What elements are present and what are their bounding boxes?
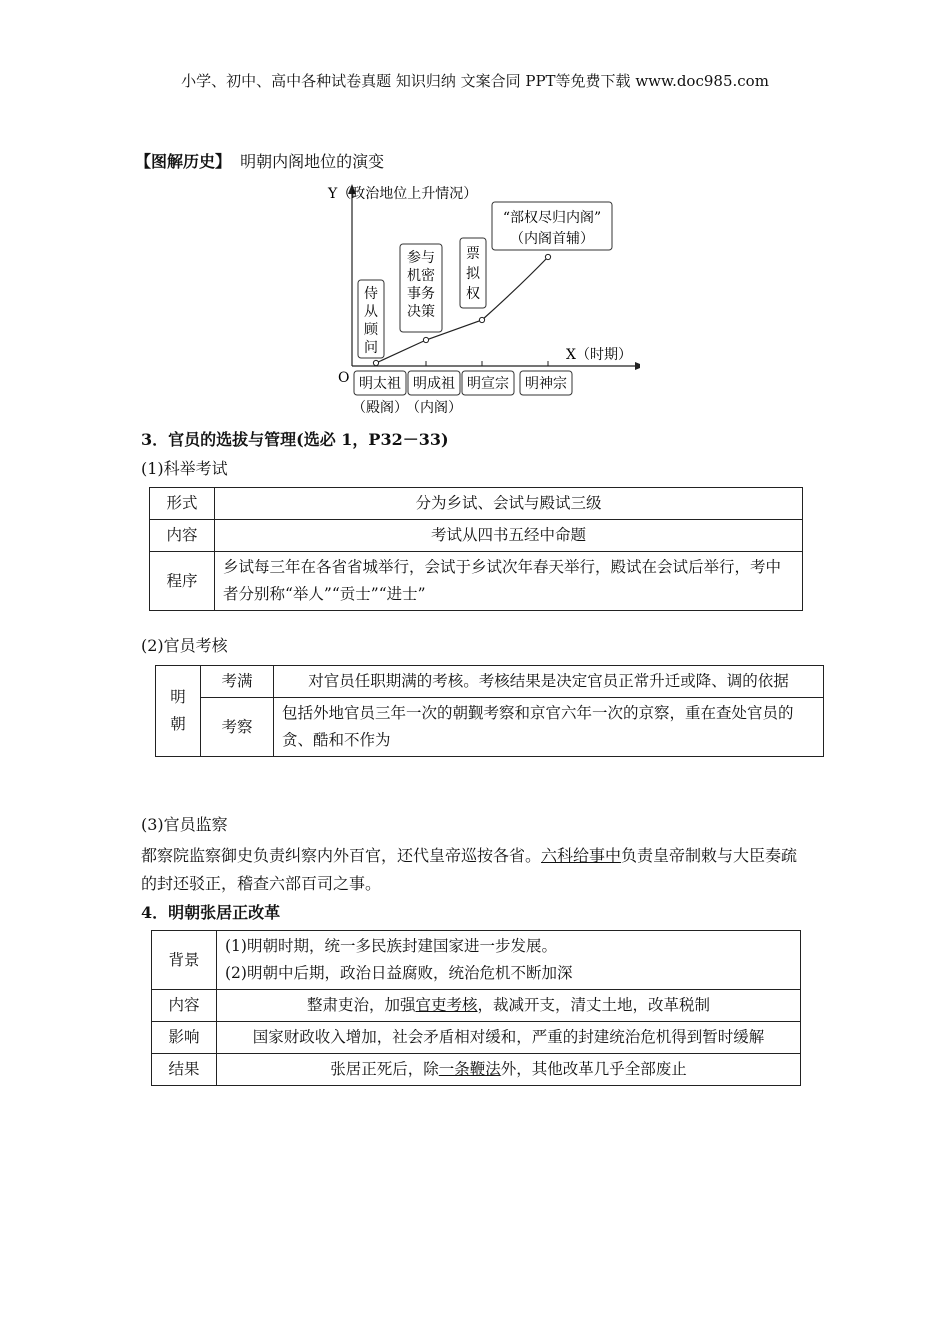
point-chengzu [423, 337, 428, 342]
cell-value: 国家财政收入增加，社会矛盾相对缓和，严重的封建统治危机得到暂时缓解 [217, 1022, 801, 1054]
cell-key: 内容 [150, 520, 215, 552]
y-axis-label: Y（政治地位上升情况） [328, 186, 478, 202]
sub-heading-supervision: (3)官员监察 [141, 815, 228, 834]
x-axis-label: X（时期） [566, 347, 632, 363]
cell-key: 影响 [152, 1022, 217, 1054]
section-3-heading: 3．官员的选拔与管理(选必 1，P32－33) [141, 430, 449, 449]
result-text-a: 张居正死后，除 [330, 1060, 439, 1078]
supervision-paragraph [141, 842, 811, 898]
period-taizu: 明太祖 [359, 376, 401, 392]
assess-table [155, 665, 824, 757]
background-line-1: (1)明朝时期，统一多民族封建国家进一步发展。 [225, 937, 557, 955]
cell-value: 对官员任职期满的考核。考核结果是决定官员正常升迁或降、调的依据 [274, 666, 824, 698]
sub-heading-assess: (2)官员考核 [141, 636, 228, 655]
label-decision: 参与机密事务决策 [407, 250, 435, 320]
table-row [150, 520, 803, 552]
table-row [150, 552, 803, 611]
label-shoufu-1: “部权尽归内阁” [502, 210, 602, 226]
background-line-2: (2)明朝中后期，政治日益腐败，统治危机不断加深 [225, 964, 573, 982]
origin-label: O [338, 370, 350, 386]
point-taizu [373, 360, 378, 365]
cell-key: 程序 [150, 552, 215, 611]
table-row [152, 1022, 801, 1054]
page-header: 小学、初中、高中各种试卷真题 知识归纳 文案合同 PPT等免费下载 www.doc985.com [181, 72, 769, 90]
figure-caption [135, 149, 384, 175]
cell-key: 背景 [152, 931, 217, 990]
point-shenzong [545, 254, 550, 259]
cell-key: 结果 [152, 1054, 217, 1086]
x-arrow-icon [635, 362, 640, 370]
cell-value: 乡试每三年在各省省城举行，会试于乡试次年春天举行，殿试在会试后举行，考中者分别称“举人”“贡士”“进士” [215, 552, 803, 611]
table-row [152, 1054, 801, 1086]
cell-value: 包括外地官员三年一次的朝觐考察和京官六年一次的京察，重在查处官员的贪、酷和不作为 [274, 698, 824, 757]
content-text-a: 整肃吏治，加强 [306, 996, 416, 1014]
cell-key: 形式 [150, 488, 215, 520]
cell-value [217, 990, 801, 1022]
content-underlined: 官吏考核 [415, 996, 478, 1014]
period-chengzu: 明成祖 [413, 376, 455, 392]
supervision-text-b: 负责皇帝制敕与大臣奏疏的封还驳正，稽查六部百司之事。 [141, 846, 798, 893]
period-xuanzong: 明宣宗 [467, 376, 509, 392]
section-4-heading: 4．明朝张居正改革 [141, 903, 281, 922]
supervision-text-a: 都察院监察御史负责纠察内外百官，还代皇帝巡按各省。 [141, 846, 542, 865]
result-underlined: 一条鞭法 [438, 1060, 501, 1078]
period-shenzong: 明神宗 [525, 376, 567, 392]
supervision-underlined: 六科给事中 [541, 846, 622, 865]
table-row [152, 931, 801, 990]
table-row [156, 698, 824, 757]
cell-value [217, 931, 801, 990]
cell-key: 考察 [201, 698, 274, 757]
ming-cabinet-diagram [320, 176, 640, 421]
sub-period-neige: （内阁） [406, 400, 462, 416]
table-row [150, 488, 803, 520]
cell-value: 考试从四书五经中命题 [215, 520, 803, 552]
cell-value [217, 1054, 801, 1086]
point-xuanzong [479, 317, 484, 322]
figure-title: 明朝内阁地位的演变 [240, 152, 385, 171]
sub-heading-exam: (1)科举考试 [141, 459, 228, 478]
figure-tag: 【图解历史】 [135, 152, 232, 171]
table-row [152, 990, 801, 1022]
reform-table [151, 930, 801, 1086]
label-piaoni: 票拟权 [466, 246, 480, 302]
cell-key: 考满 [201, 666, 274, 698]
label-shoufu-2: （内阁首辅） [510, 231, 594, 247]
sub-period-diange: （殿阁） [352, 400, 408, 416]
cell-value: 分为乡试、会试与殿试三级 [215, 488, 803, 520]
result-text-b: 外，其他改革几乎全部废止 [500, 1060, 687, 1078]
label-advisor: 侍从顾问 [364, 286, 378, 356]
table-row [156, 666, 824, 698]
exam-table [149, 487, 803, 611]
cell-dynasty: 明 朝 [156, 666, 201, 757]
content-text-b: ，裁减开支，清丈土地，改革税制 [477, 996, 711, 1014]
cell-key: 内容 [152, 990, 217, 1022]
